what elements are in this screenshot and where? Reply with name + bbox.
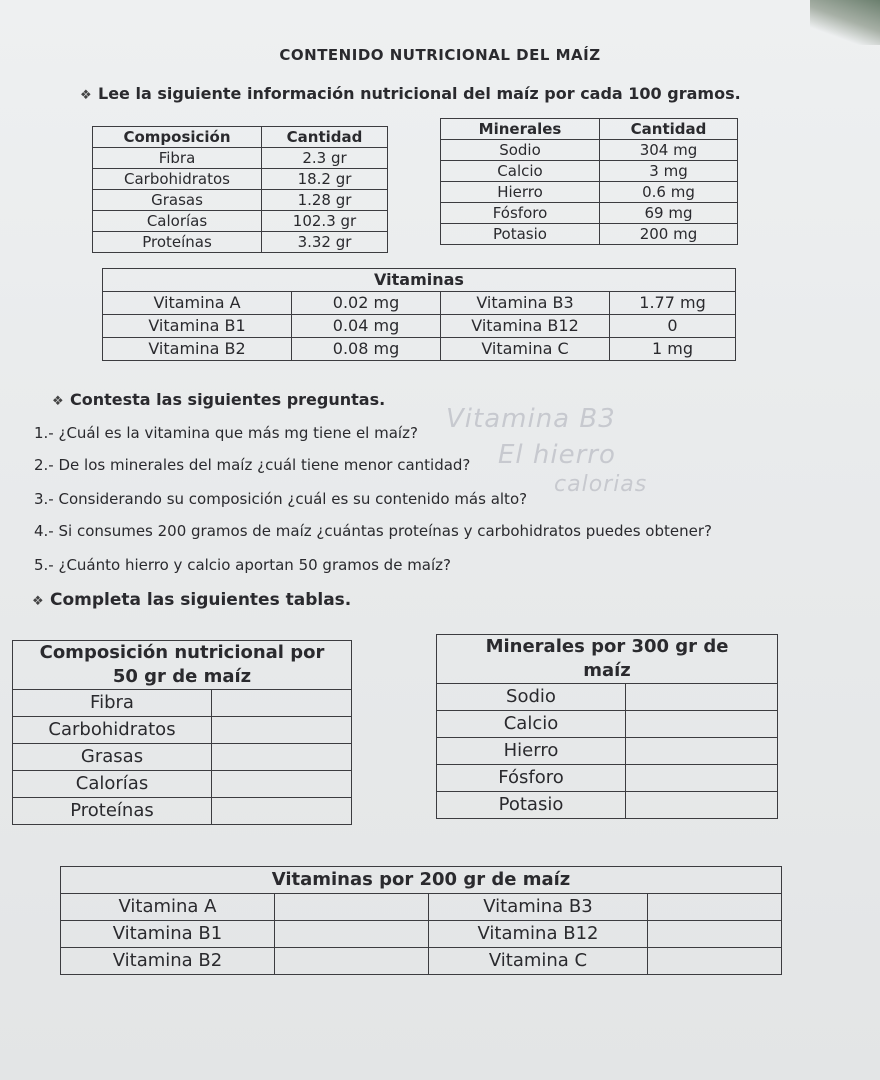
table-row <box>13 771 352 798</box>
blank-cell[interactable] <box>275 921 429 948</box>
cell: Fósforo <box>437 765 626 792</box>
table-row <box>103 338 736 361</box>
cell: Sodio <box>437 684 626 711</box>
blank-cell[interactable] <box>212 744 352 771</box>
table-row <box>103 292 736 315</box>
table-row <box>93 169 388 190</box>
instruction-text: Lee la siguiente información nutricional del maíz por cada 100 gramos. <box>98 84 741 103</box>
minerals-table <box>440 118 738 245</box>
questions-heading-text: Contesta las siguientes preguntas. <box>70 390 386 409</box>
instruction <box>80 84 741 103</box>
table-row <box>437 738 778 765</box>
cell: Calorías <box>13 771 212 798</box>
table-row <box>437 765 778 792</box>
table-row <box>437 711 778 738</box>
cell: Vitamina B2 <box>61 948 275 975</box>
blank-cell[interactable] <box>626 738 778 765</box>
cell: Vitamina B2 <box>103 338 292 361</box>
cell: Vitamina A <box>61 894 275 921</box>
cell: 0.04 mg <box>292 315 441 338</box>
blank-cell[interactable] <box>212 690 352 717</box>
question-5: 5.- ¿Cuánto hierro y calcio aportan 50 gramos de maíz? <box>34 556 451 574</box>
cell: Sodio <box>441 140 600 161</box>
table-row <box>441 161 738 182</box>
cell: Vitamina C <box>441 338 610 361</box>
bullet-icon: ❖ <box>80 88 92 103</box>
blank-cell[interactable] <box>212 771 352 798</box>
table-row <box>13 744 352 771</box>
table-row <box>13 798 352 825</box>
composition-header-name: Composición <box>93 127 262 148</box>
cell: Calcio <box>441 161 600 182</box>
tables-heading <box>32 590 351 610</box>
title-line-2: maíz <box>583 660 631 681</box>
bullet-icon: ❖ <box>52 394 64 409</box>
composition-table <box>92 126 388 253</box>
cell: 18.2 gr <box>262 169 388 190</box>
question-1: 1.- ¿Cuál es la vitamina que más mg tiene el maíz? <box>34 424 418 442</box>
blank-cell[interactable] <box>275 948 429 975</box>
title-line-1: Composición nutricional por <box>39 642 325 663</box>
cell: Calcio <box>437 711 626 738</box>
table-row <box>93 211 388 232</box>
table-row <box>13 690 352 717</box>
cell: Vitamina B12 <box>429 921 648 948</box>
blank-cell[interactable] <box>626 711 778 738</box>
cell: 69 mg <box>600 203 738 224</box>
composition-header-amount: Cantidad <box>262 127 388 148</box>
cell: Vitamina B3 <box>429 894 648 921</box>
minerals-header-name: Minerales <box>441 119 600 140</box>
cell: Vitamina A <box>103 292 292 315</box>
cell: 200 mg <box>600 224 738 245</box>
blank-composition-table <box>12 640 352 825</box>
minerals-header-amount: Cantidad <box>600 119 738 140</box>
cell: 1 mg <box>610 338 736 361</box>
table-row <box>441 140 738 161</box>
blank-minerals-title <box>437 635 778 684</box>
blank-composition-title <box>13 641 352 690</box>
blank-cell[interactable] <box>212 798 352 825</box>
cell: 0.6 mg <box>600 182 738 203</box>
cell: Hierro <box>437 738 626 765</box>
background-object <box>810 0 880 45</box>
tables-heading-text: Completa las siguientes tablas. <box>50 590 352 610</box>
cell: 0 <box>610 315 736 338</box>
blank-cell[interactable] <box>626 792 778 819</box>
cell: Vitamina C <box>429 948 648 975</box>
blank-vitamins-table <box>60 866 782 975</box>
blank-cell[interactable] <box>212 717 352 744</box>
table-row <box>61 921 782 948</box>
question-4: 4.- Si consumes 200 gramos de maíz ¿cuántas proteínas y carbohidratos puedes obtener? <box>34 522 712 540</box>
cell: 0.02 mg <box>292 292 441 315</box>
blank-cell[interactable] <box>275 894 429 921</box>
questions-heading <box>52 390 385 409</box>
blank-cell[interactable] <box>648 894 782 921</box>
bullet-icon: ❖ <box>32 594 44 609</box>
cell: 3.32 gr <box>262 232 388 253</box>
cell: Carbohidratos <box>13 717 212 744</box>
cell: 1.28 gr <box>262 190 388 211</box>
blank-vitamins-title: Vitaminas por 200 gr de maíz <box>61 867 782 894</box>
page-title: CONTENIDO NUTRICIONAL DEL MAÍZ <box>279 46 601 64</box>
blank-minerals-table <box>436 634 778 819</box>
table-row <box>437 684 778 711</box>
blank-cell[interactable] <box>626 765 778 792</box>
table-row <box>93 148 388 169</box>
question-3: 3.- Considerando su composición ¿cuál es su contenido más alto? <box>34 490 528 508</box>
cell: Proteínas <box>93 232 262 253</box>
handwritten-answer-2: El hierro <box>498 440 616 470</box>
cell: Vitamina B3 <box>441 292 610 315</box>
cell: Potasio <box>437 792 626 819</box>
vitamins-title: Vitaminas <box>103 269 736 292</box>
table-row <box>441 182 738 203</box>
title-line-1: Minerales por 300 gr de <box>485 636 729 657</box>
cell: Calorías <box>93 211 262 232</box>
question-2: 2.- De los minerales del maíz ¿cuál tiene menor cantidad? <box>34 456 471 474</box>
table-row <box>437 792 778 819</box>
cell: Proteínas <box>13 798 212 825</box>
table-row <box>61 894 782 921</box>
cell: 3 mg <box>600 161 738 182</box>
cell: Fibra <box>13 690 212 717</box>
table-row <box>93 232 388 253</box>
handwritten-answer-1: Vitamina B3 <box>446 404 616 434</box>
cell: Fibra <box>93 148 262 169</box>
cell: Carbohidratos <box>93 169 262 190</box>
cell: 304 mg <box>600 140 738 161</box>
table-row <box>61 948 782 975</box>
cell: Grasas <box>13 744 212 771</box>
table-row <box>103 315 736 338</box>
table-row <box>441 224 738 245</box>
cell: 2.3 gr <box>262 148 388 169</box>
cell: 102.3 gr <box>262 211 388 232</box>
table-row <box>93 190 388 211</box>
title-line-2: 50 gr de maíz <box>112 666 252 687</box>
cell: Vitamina B1 <box>103 315 292 338</box>
blank-cell[interactable] <box>648 921 782 948</box>
cell: Grasas <box>93 190 262 211</box>
table-row <box>13 717 352 744</box>
table-row <box>441 203 738 224</box>
cell: Potasio <box>441 224 600 245</box>
handwritten-answer-3: calorias <box>554 472 648 497</box>
vitamins-table <box>102 268 736 361</box>
cell: 0.08 mg <box>292 338 441 361</box>
blank-cell[interactable] <box>648 948 782 975</box>
cell: Hierro <box>441 182 600 203</box>
cell: 1.77 mg <box>610 292 736 315</box>
cell: Vitamina B1 <box>61 921 275 948</box>
cell: Vitamina B12 <box>441 315 610 338</box>
blank-cell[interactable] <box>626 684 778 711</box>
cell: Fósforo <box>441 203 600 224</box>
